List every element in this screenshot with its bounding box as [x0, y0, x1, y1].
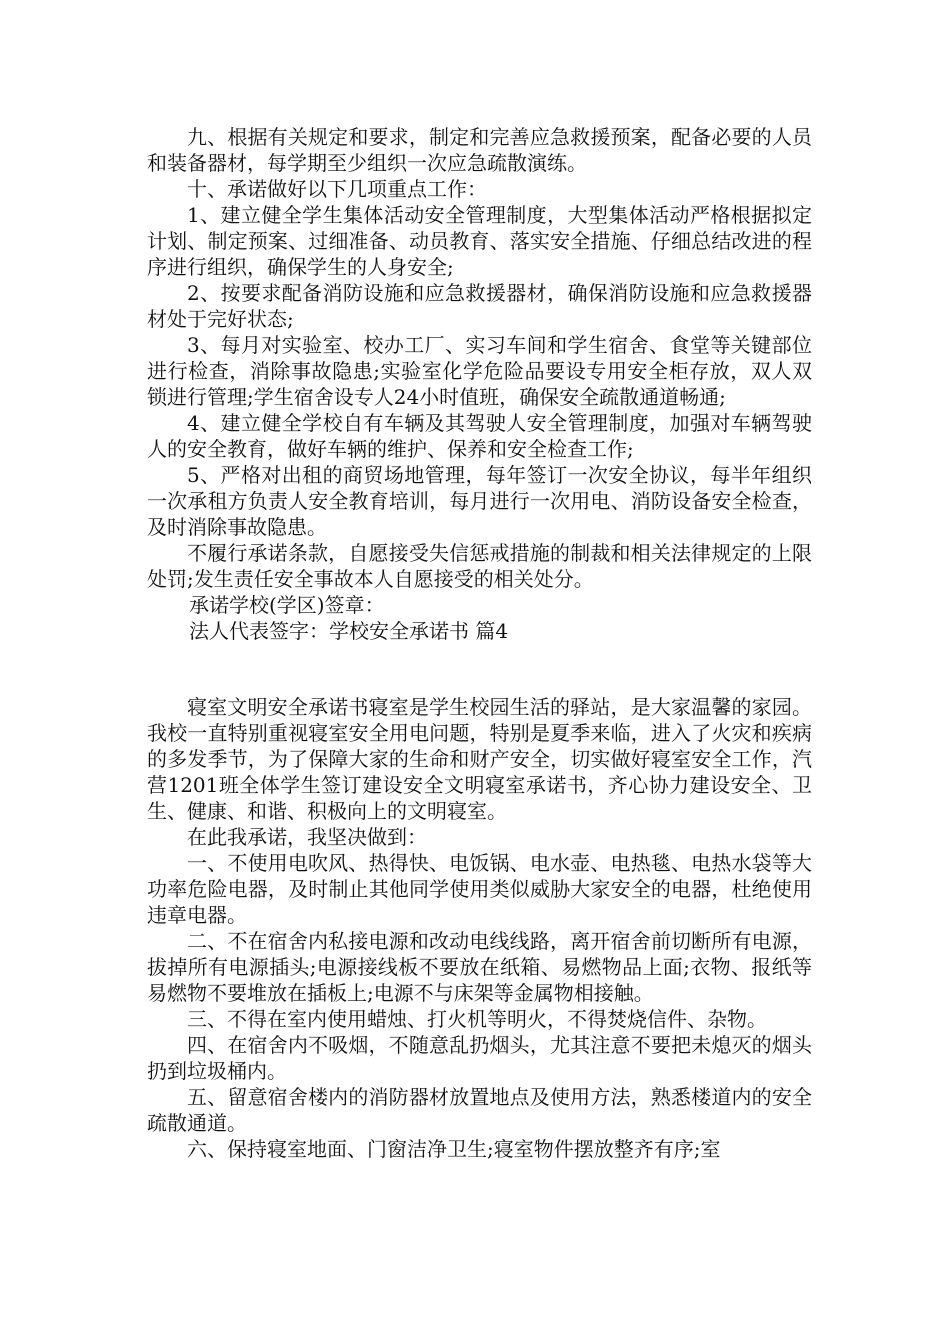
- paragraph-item-1: 1、建立健全学生集体活动安全管理制度，大型集体活动严格根据拟定计划、制定预案、过细准备、动员教育、落实安全措施、仔细总结改进的程序进行组织，确保学生的人身安全;: [147, 203, 812, 279]
- paragraph-pledge-6: 六、保持寝室地面、门窗洁净卫生;寝室物件摆放整齐有序;室: [187, 1137, 721, 1161]
- signature-school-seal: 承诺学校(学区)签章：: [189, 593, 385, 617]
- paragraph-item-5: 5、严格对出租的商贸场地管理，每年签订一次安全协议，每半年组织一次承租方负责人安全教育培训，每月进行一次用电、消防设备安全检查，及时消除事故隐患。: [147, 463, 812, 539]
- paragraph-pledge-1: 一、不使用电吹风、热得快、电饭锅、电水壶、电热毯、电热水袋等大功率危险电器，及时制止其他同学使用类似威胁大家安全的电器，杜绝使用违章电器。: [147, 851, 812, 927]
- paragraph-nine: 九、根据有关规定和要求，制定和完善应急救援预案，配备必要的人员和装备器材，每学期至少组织一次应急疏散演练。: [147, 125, 812, 175]
- paragraph-pledge-4: 四、在宿舍内不吸烟，不随意乱扔烟头，尤其注意不要把未熄灭的烟头扔到垃圾桶内。: [147, 1033, 812, 1083]
- paragraph-dorm-intro: 寝室文明安全承诺书寝室是学生校园生活的驿站，是大家温馨的家园。我校一直特别重视寝室安全用电问题，特别是夏季来临，进入了火灾和疾病的多发季节，为了保障大家的生命和财产安全，切实做好寝室安全工作，汽营1201班全体学生签订建设安全文明寝室承诺书，齐心协力建设安全、卫生、健康、和谐、积极向上的文明寝室。: [147, 695, 812, 823]
- paragraph-pledge-5: 五、留意宿舍楼内的消防器材放置地点及使用方法，熟悉楼道内的安全疏散通道。: [147, 1085, 812, 1135]
- paragraph-pledge-intro: 在此我承诺，我坚决做到：: [187, 825, 427, 849]
- document-page: [147, 124, 812, 1162]
- signature-legal-rep: 法人代表签字：学校安全承诺书 篇4: [189, 619, 509, 643]
- paragraph-pledge-3: 三、不得在室内使用蜡烛、打火机等明火，不得焚烧信件、杂物。: [187, 1007, 767, 1031]
- paragraph-item-4: 4、建立健全学校自有车辆及其驾驶人安全管理制度，加强对车辆驾驶人的安全教育，做好车辆的维护、保养和安全检查工作;: [147, 411, 812, 461]
- paragraph-pledge-2: 二、不在宿舍内私接电源和改动电线线路，离开宿舍前切断所有电源，拔掉所有电源插头;电源接线板不要放在纸箱、易燃物品上面;衣物、报纸等易燃物不要堆放在插板上;电源不与床架等金属物相接触。: [147, 929, 812, 1005]
- paragraph-penalty: 不履行承诺条款，自愿接受失信惩戒措施的制裁和相关法律规定的上限处罚;发生责任安全事故本人自愿接受的相关处分。: [147, 541, 812, 591]
- paragraph-item-2: 2、按要求配备消防设施和应急救援器材，确保消防设施和应急救援器材处于完好状态;: [147, 281, 812, 331]
- section-gap: [147, 644, 812, 694]
- paragraph-ten: 十、承诺做好以下几项重点工作：: [187, 177, 487, 201]
- paragraph-item-3: 3、每月对实验室、校办工厂、实习车间和学生宿舍、食堂等关键部位进行检查，消除事故隐患;实验室化学危险品要设专用安全柜存放，双人双锁进行管理;学生宿舍设专人24小时值班，确保安全疏散通道畅通;: [147, 333, 812, 409]
